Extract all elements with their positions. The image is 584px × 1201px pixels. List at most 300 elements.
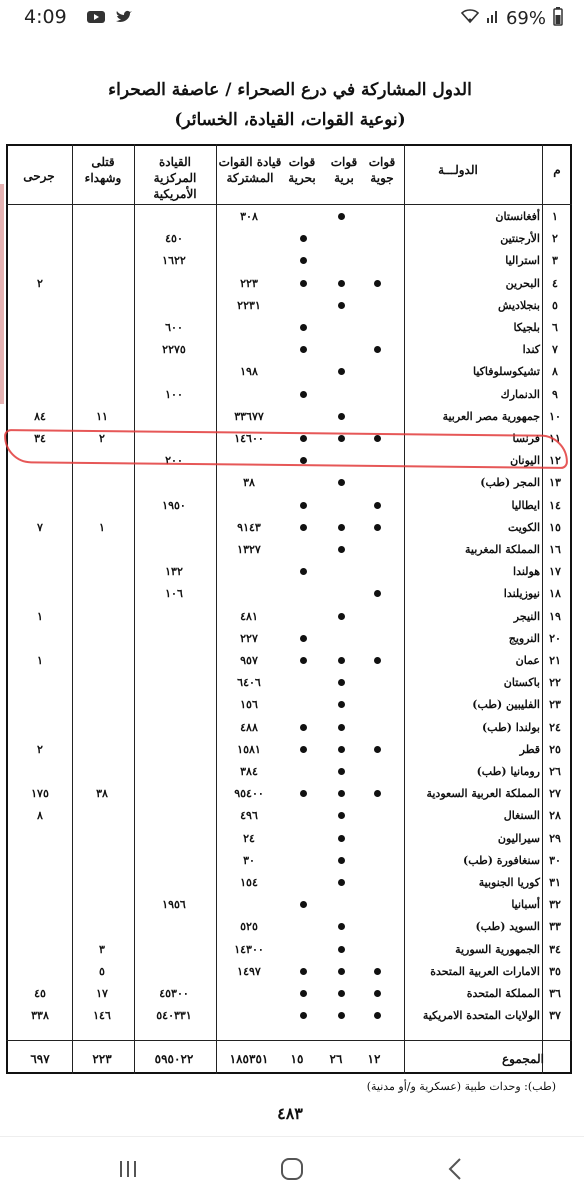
us-central-command-value	[134, 739, 214, 760]
row-number: ١٠	[549, 409, 561, 423]
joint-command-value: ١٣٢٧	[237, 543, 261, 556]
land-force-dot	[338, 368, 345, 375]
battery-text: 69%	[505, 8, 546, 29]
air-force-dot	[374, 502, 381, 509]
injured-value	[10, 228, 70, 249]
joint-command-value	[216, 495, 282, 516]
table-row	[6, 872, 572, 893]
land-force-dot	[338, 213, 345, 220]
totals-divider	[6, 1040, 572, 1041]
land-force-dot	[338, 857, 345, 864]
joint-command-value: ١٤٣٠٠	[234, 942, 264, 956]
joint-command-value: ١٥٦	[240, 698, 258, 712]
totals-injured: ٦٩٧	[30, 1052, 50, 1066]
table-row	[6, 517, 572, 538]
country-name: باكستان	[503, 676, 540, 690]
table-row	[6, 273, 572, 294]
killed-value	[72, 717, 132, 738]
naval-force-dot	[300, 724, 307, 731]
us-central-command-value: ١٩٥٦	[162, 898, 186, 912]
row-number: ٢٧	[549, 787, 561, 801]
country-name: فرنسا	[512, 432, 540, 445]
joint-command-value: ٩٥٧	[240, 654, 258, 667]
naval-force-dot	[300, 635, 307, 642]
row-number: ٣٧	[549, 1009, 561, 1023]
land-force-dot	[338, 990, 345, 997]
table-row	[6, 317, 572, 338]
injured-value	[10, 761, 70, 782]
country-name: سيراليون	[497, 831, 540, 845]
back-button[interactable]	[436, 1155, 476, 1183]
us-central-command-value	[134, 406, 214, 427]
row-number: ٢٢	[549, 676, 561, 690]
wifi-icon	[460, 8, 480, 29]
row-number: ١٥	[549, 520, 561, 534]
land-force-dot	[338, 1012, 345, 1019]
naval-force-dot	[300, 968, 307, 975]
table-row	[6, 295, 572, 316]
document-title: الدول المشاركة في درع الصحراء / عاصفة الصحراء	[108, 80, 472, 100]
joint-command-value	[216, 228, 282, 249]
land-force-dot	[338, 413, 345, 420]
country-name: تشيكوسلوفاكيا	[472, 365, 540, 379]
joint-command-value: ١٩٨	[240, 365, 258, 379]
totals-killed: ٢٢٣	[92, 1052, 112, 1066]
joint-command-value: ٤٨٨	[240, 720, 258, 734]
table-row	[6, 384, 572, 405]
table-row	[6, 250, 572, 271]
country-name: الفليبين (طب)	[472, 698, 540, 712]
country-name: رومانيا (طب)	[476, 765, 540, 778]
killed-value	[72, 694, 132, 715]
us-central-command-value	[134, 828, 214, 849]
country-name: هولندا	[513, 565, 540, 579]
table-row	[6, 650, 572, 671]
us-central-command-value: ١٠٠	[165, 387, 183, 401]
joint-command-value: ٥٢٥	[240, 920, 258, 934]
naval-force-dot	[300, 324, 307, 331]
us-central-command-value	[134, 672, 214, 693]
table-row	[6, 628, 572, 649]
killed-value: ١٧	[96, 987, 108, 1000]
row-number: ١١	[549, 432, 561, 445]
land-force-dot	[338, 746, 345, 753]
air-force-dot	[374, 746, 381, 753]
naval-force-dot	[300, 235, 307, 242]
status-bar	[0, 0, 584, 36]
page-edge-mark	[0, 184, 4, 404]
us-central-command-value: ١٩٥٠	[162, 498, 186, 512]
air-force-dot	[374, 524, 381, 531]
header-joint: قيادة القوات المشتركة	[218, 155, 282, 185]
killed-value	[72, 495, 132, 516]
table-row	[6, 739, 572, 760]
row-number: ٣٥	[549, 964, 561, 978]
us-central-command-value	[134, 961, 214, 982]
joint-command-value: ٣٠	[243, 853, 255, 867]
us-central-command-value: ١٠٦	[165, 587, 183, 601]
header-air: قوات جوية	[368, 155, 396, 185]
country-name: البحرين	[505, 276, 540, 290]
killed-value	[72, 228, 132, 249]
naval-force-dot	[300, 391, 307, 398]
injured-value	[10, 717, 70, 738]
row-number: ١٨	[549, 587, 561, 601]
killed-value	[72, 361, 132, 382]
injured-value	[10, 539, 70, 560]
table-row	[6, 1005, 572, 1026]
row-number: ٣	[552, 254, 558, 268]
row-number: ٣٤	[549, 942, 561, 956]
killed-value	[72, 672, 132, 693]
injured-value	[10, 384, 70, 405]
injured-value: ١	[37, 609, 43, 623]
killed-value	[72, 606, 132, 627]
land-force-dot	[338, 768, 345, 775]
land-force-dot	[338, 546, 345, 553]
land-force-dot	[338, 302, 345, 309]
killed-value	[72, 206, 132, 227]
table-row	[6, 828, 572, 849]
injured-value	[10, 561, 70, 582]
table-row	[6, 406, 572, 427]
us-central-command-value	[134, 273, 214, 294]
us-central-command-value	[134, 206, 214, 227]
row-number: ٢١	[549, 654, 561, 667]
injured-value	[10, 583, 70, 604]
country-name: كوريا الجنوبية	[478, 876, 540, 889]
row-number: ٩	[552, 387, 558, 401]
killed-value	[72, 339, 132, 360]
us-central-command-value	[134, 295, 214, 316]
country-name: السويد (طب)	[475, 920, 540, 934]
killed-value	[72, 273, 132, 294]
killed-value	[72, 894, 132, 915]
joint-command-value: ٤٩٦	[240, 809, 258, 823]
table-row	[6, 717, 572, 738]
row-number: ٢٦	[549, 765, 561, 778]
row-number: ١	[552, 210, 558, 223]
country-name: السنغال	[503, 809, 540, 823]
land-force-dot	[338, 724, 345, 731]
naval-force-dot	[300, 746, 307, 753]
us-central-command-value	[134, 872, 214, 893]
header-injured: جرحى	[23, 169, 55, 183]
joint-command-value	[216, 894, 282, 915]
land-force-dot	[338, 657, 345, 664]
land-force-dot	[338, 790, 345, 797]
joint-command-value	[216, 983, 282, 1004]
air-force-dot	[374, 790, 381, 797]
totals-label: المجموع	[502, 1052, 544, 1066]
killed-value	[72, 561, 132, 582]
injured-value	[10, 828, 70, 849]
row-number: ١٣	[549, 476, 561, 490]
row-number: ٢٨	[549, 809, 561, 823]
joint-command-value: ١٥٤	[240, 876, 258, 889]
country-name: النرويج	[508, 631, 540, 645]
injured-value	[10, 361, 70, 382]
killed-value	[72, 916, 132, 937]
us-central-command-value: ٤٥٣٠٠	[159, 987, 189, 1000]
air-force-dot	[374, 990, 381, 997]
table-row	[6, 761, 572, 782]
killed-value: ٣٨	[96, 787, 108, 801]
table-row	[6, 694, 572, 715]
land-force-dot	[338, 479, 345, 486]
air-force-dot	[374, 346, 381, 353]
battery-icon	[552, 6, 564, 31]
injured-value: ٢	[37, 742, 43, 756]
us-central-command-value	[134, 850, 214, 871]
back-icon	[436, 1155, 476, 1183]
home-button[interactable]	[272, 1155, 312, 1183]
status-time: 4:09	[24, 6, 67, 28]
joint-command-value	[216, 317, 282, 338]
naval-force-dot	[300, 502, 307, 509]
air-force-dot	[374, 280, 381, 287]
land-force-dot	[338, 613, 345, 620]
row-number: ٤	[552, 276, 558, 290]
killed-value: ١١	[96, 409, 108, 423]
killed-value	[72, 384, 132, 405]
table-row	[6, 539, 572, 560]
joint-command-value	[216, 250, 282, 271]
us-central-command-value	[134, 916, 214, 937]
land-force-dot	[338, 679, 345, 686]
header-num: م	[553, 163, 561, 177]
country-name: بولندا (طب)	[481, 720, 540, 734]
country-name: نيوزيلندا	[503, 587, 540, 601]
land-force-dot	[338, 923, 345, 930]
injured-value: ١٧٥	[31, 787, 49, 801]
row-number: ٨	[552, 365, 558, 379]
joint-command-value: ٤٨١	[240, 609, 258, 623]
row-number: ٢٥	[549, 742, 561, 756]
row-number: ٢٣	[549, 698, 561, 712]
header-naval: قوات بحرية	[288, 155, 316, 185]
header-divider	[6, 204, 572, 205]
land-force-dot	[338, 968, 345, 975]
joint-command-value: ٣٨	[243, 476, 255, 490]
joint-command-value: ٣٨٤	[240, 765, 258, 778]
land-force-dot	[338, 879, 345, 886]
injured-value	[10, 250, 70, 271]
air-force-dot	[374, 1012, 381, 1019]
row-number: ٢	[552, 232, 558, 246]
page-number: ٤٨٣	[277, 1104, 303, 1123]
table-row	[6, 561, 572, 582]
killed-value: ٢	[99, 432, 105, 445]
twitter-icon	[114, 9, 134, 29]
country-name: سنغافورة (طب)	[462, 853, 540, 867]
joint-command-value: ١٤٩٧	[237, 964, 261, 978]
killed-value	[72, 250, 132, 271]
row-number: ٣٢	[549, 898, 561, 912]
footnote: (طب): وحدات طبية (عسكرية و/أو مدنية)	[366, 1080, 556, 1093]
joint-command-value: ١٤٦٠٠	[234, 432, 264, 445]
country-name: عمان	[515, 654, 540, 667]
injured-value	[10, 939, 70, 960]
totals-joint: ١٨٥٣٥١	[229, 1052, 269, 1066]
injured-value	[10, 894, 70, 915]
country-name: اليونان	[510, 454, 540, 468]
country-name: الأرجنتين	[500, 232, 540, 246]
us-central-command-value	[134, 694, 214, 715]
table-row	[6, 805, 572, 826]
totals-us-central: ٥٩٥٠٢٢	[154, 1052, 194, 1066]
killed-value	[72, 805, 132, 826]
us-central-command-value: ١٦٢٢	[162, 254, 186, 268]
table-row	[6, 983, 572, 1004]
injured-value	[10, 339, 70, 360]
injured-value: ٤٥	[34, 987, 46, 1000]
injured-value	[10, 628, 70, 649]
table-row	[6, 850, 572, 871]
injured-value	[10, 961, 70, 982]
home-icon	[272, 1155, 312, 1183]
row-number: ٣١	[549, 876, 561, 889]
us-central-command-value: ٦٠٠	[165, 321, 183, 334]
naval-force-dot	[300, 257, 307, 264]
us-central-command-value	[134, 805, 214, 826]
navigation-bar	[0, 1136, 584, 1201]
totals-row	[6, 1046, 572, 1072]
table-row	[6, 894, 572, 915]
killed-value	[72, 872, 132, 893]
joint-command-value	[216, 561, 282, 582]
air-force-dot	[374, 590, 381, 597]
totals-air: ١٢	[367, 1052, 381, 1066]
country-name: المملكة المغربية	[465, 543, 540, 556]
us-central-command-value	[134, 783, 214, 804]
injured-value: ٣٤	[34, 432, 46, 445]
header-us-central: القيادة المركزية الأمريكية	[153, 155, 197, 201]
us-central-command-value	[134, 606, 214, 627]
joint-command-value: ١٥٨١	[237, 742, 261, 756]
document-page[interactable]	[0, 44, 584, 1136]
killed-value	[72, 539, 132, 560]
injured-value: ١	[37, 654, 43, 667]
country-name: الامارات العربية المتحدة	[430, 964, 540, 978]
country-name: كندا	[522, 343, 540, 357]
country-name: المملكة المتحدة	[466, 987, 540, 1000]
country-name: النيجر	[513, 609, 540, 623]
row-number: ١٩	[549, 609, 561, 623]
table-row	[6, 495, 572, 516]
air-force-dot	[374, 657, 381, 664]
row-number: ١٤	[549, 498, 561, 512]
killed-value	[72, 583, 132, 604]
killed-value	[72, 317, 132, 338]
injured-value	[10, 206, 70, 227]
joint-command-value: ٢٢٣١	[237, 298, 261, 312]
row-number: ٣٦	[549, 987, 561, 1000]
joint-command-value: ٣٣٦٧٧	[234, 409, 264, 423]
injured-value	[10, 317, 70, 338]
us-central-command-value	[134, 650, 214, 671]
country-name: أفغانستان	[495, 210, 540, 223]
country-name: ايطاليا	[511, 498, 540, 512]
killed-value	[72, 650, 132, 671]
joint-command-value	[216, 1005, 282, 1026]
joint-command-value	[216, 384, 282, 405]
row-number: ٢٤	[549, 720, 561, 734]
killed-value	[72, 472, 132, 493]
killed-value: ١٤٦	[93, 1009, 111, 1023]
joint-command-value: ٢٢٣	[240, 276, 258, 290]
naval-force-dot	[300, 1012, 307, 1019]
us-central-command-value: ٤٥٠	[165, 232, 183, 246]
us-central-command-value: ٥٤٠٣٣١	[156, 1009, 192, 1023]
air-force-dot	[374, 968, 381, 975]
table-row	[6, 672, 572, 693]
joint-command-value	[216, 583, 282, 604]
document-subtitle: (نوعية القوات، القيادة، الخسائر)	[174, 110, 406, 130]
naval-force-dot	[300, 790, 307, 797]
injured-value: ٨٤	[34, 409, 46, 423]
joint-command-value: ٢٤	[243, 831, 255, 845]
joint-command-value: ٩١٤٣	[237, 520, 261, 534]
country-name: الولايات المتحدة الامريكية	[422, 1009, 540, 1023]
country-name: الدنمارك	[500, 387, 540, 401]
country-name: استراليا	[505, 254, 540, 268]
country-name: أسبانيا	[511, 898, 540, 912]
joint-command-value: ٢٢٧	[240, 631, 258, 645]
us-central-command-value: ٢٠٠	[165, 454, 183, 468]
country-name: الجمهورية السورية	[455, 942, 540, 956]
us-central-command-value	[134, 628, 214, 649]
us-central-command-value	[134, 717, 214, 738]
joint-command-value: ٦٤٠٦	[237, 676, 261, 690]
killed-value	[72, 761, 132, 782]
us-central-command-value: ١٣٢	[165, 565, 183, 579]
table-row	[6, 583, 572, 604]
country-name: بلجيكا	[513, 321, 540, 334]
us-central-command-value	[134, 472, 214, 493]
killed-value	[72, 628, 132, 649]
us-central-command-value	[134, 517, 214, 538]
us-central-command-value: ٢٢٧٥	[162, 343, 186, 357]
row-number: ٣٣	[549, 920, 561, 934]
country-name: الكويت	[507, 520, 540, 534]
recent-apps-icon	[108, 1155, 148, 1183]
injured-value	[10, 694, 70, 715]
signal-icon	[486, 8, 500, 29]
youtube-icon	[86, 9, 106, 29]
table-row	[6, 916, 572, 937]
country-name: جمهورية مصر العربية	[442, 409, 540, 423]
injured-value	[10, 916, 70, 937]
row-number: ٦	[552, 321, 558, 334]
country-name: قطر	[519, 742, 540, 756]
killed-value	[72, 739, 132, 760]
joint-command-value: ٩٥٤٠٠	[234, 787, 264, 801]
land-force-dot	[338, 835, 345, 842]
naval-force-dot	[300, 346, 307, 353]
injured-value	[10, 472, 70, 493]
land-force-dot	[338, 280, 345, 287]
recent-apps-button[interactable]	[108, 1155, 148, 1183]
naval-force-dot	[300, 568, 307, 575]
row-number: ٢٠	[549, 631, 561, 645]
injured-value	[10, 872, 70, 893]
table-row	[6, 606, 572, 627]
country-name: المجر (طب)	[480, 476, 540, 490]
killed-value	[72, 850, 132, 871]
table-row	[6, 961, 572, 982]
row-number: ١٢	[549, 454, 561, 468]
